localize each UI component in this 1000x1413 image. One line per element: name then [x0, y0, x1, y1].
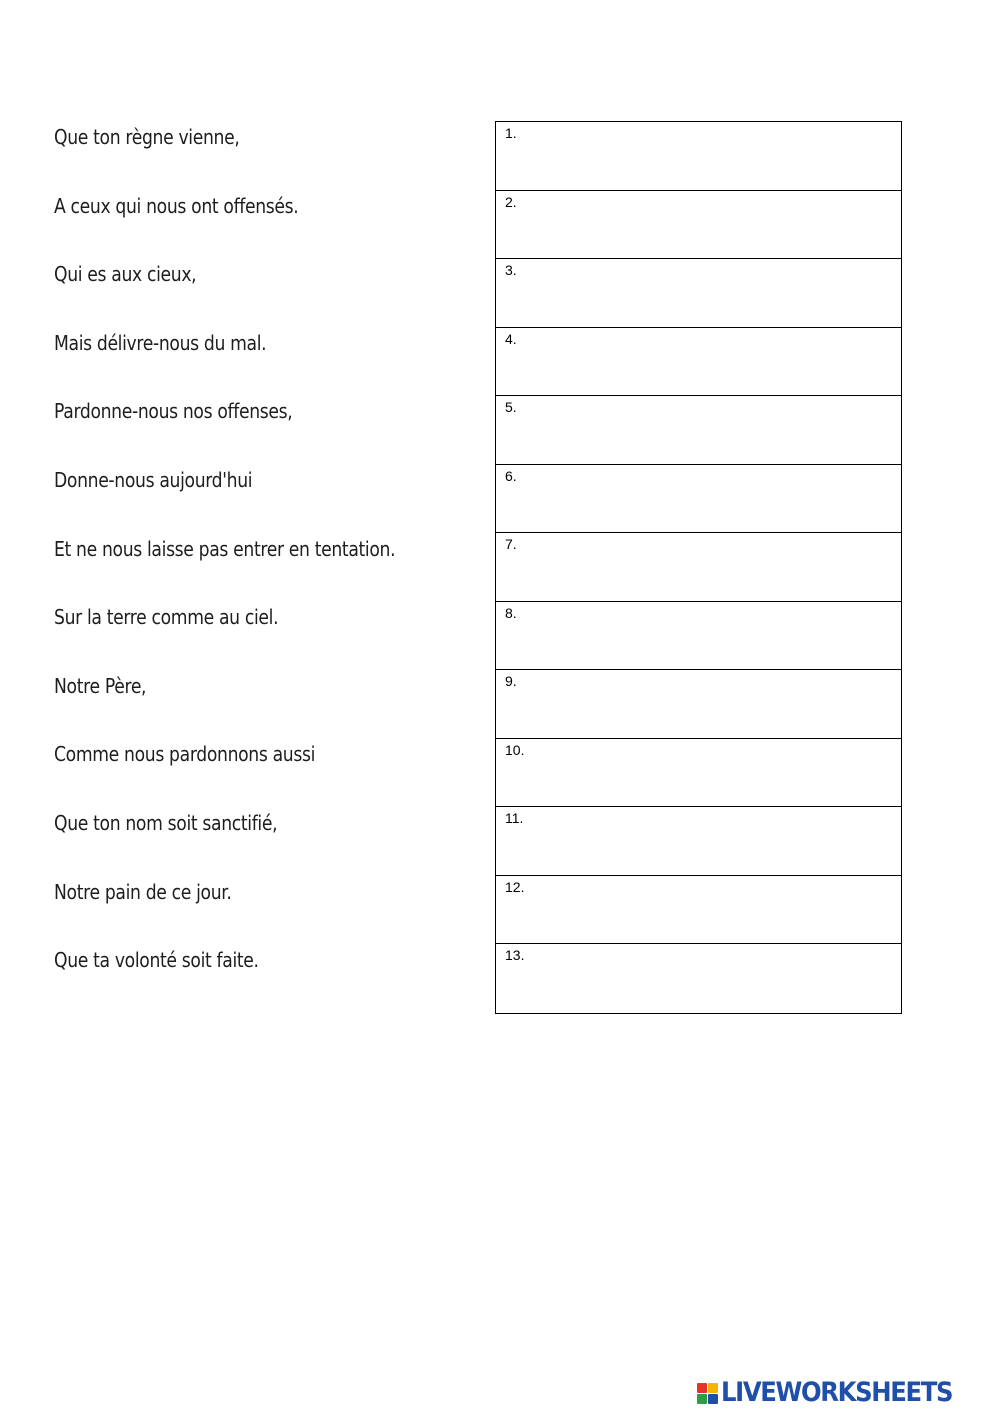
- answer-box-10[interactable]: [496, 739, 901, 808]
- logo-square-green: [697, 1394, 707, 1404]
- logo-square-red: [697, 1383, 707, 1393]
- phrase[interactable]: Donne-nous aujourd'hui: [54, 467, 253, 492]
- answer-box-11[interactable]: [496, 807, 901, 876]
- answer-number: 4.: [505, 330, 517, 347]
- answer-number: 11.: [505, 810, 524, 826]
- liveworksheets-logo-icon: [697, 1383, 718, 1404]
- answer-box-6[interactable]: [496, 465, 901, 534]
- answer-number: 1.: [505, 125, 517, 141]
- phrase[interactable]: Notre pain de ce jour.: [54, 879, 232, 904]
- answer-box-12[interactable]: [496, 876, 901, 945]
- answer-number: 3.: [505, 262, 517, 278]
- answer-number: 10.: [505, 741, 525, 758]
- brand-name: LIVEWORKSHEETS: [721, 1377, 953, 1408]
- answer-number: 13.: [505, 947, 525, 963]
- answer-box-4[interactable]: [496, 328, 901, 397]
- answer-number: 7.: [505, 536, 517, 552]
- answer-box-13[interactable]: [496, 944, 901, 1013]
- phrase[interactable]: Comme nous pardonnons aussi: [54, 742, 316, 767]
- answer-number: 5.: [505, 399, 517, 415]
- answer-box-7[interactable]: [496, 533, 901, 602]
- phrase[interactable]: Et ne nous laisse pas entrer en tentation.: [54, 536, 396, 561]
- answer-number: 12.: [505, 878, 525, 895]
- answer-number: 9.: [505, 673, 517, 689]
- logo-square-blue: [708, 1394, 718, 1404]
- phrase[interactable]: Que ton nom soit sanctifié,: [54, 810, 278, 835]
- answer-number: 8.: [505, 604, 517, 621]
- phrase[interactable]: Pardonne-nous nos offenses,: [54, 399, 293, 424]
- answer-box-5[interactable]: [496, 396, 901, 465]
- phrase[interactable]: Que ta volonté soit faite.: [54, 948, 259, 973]
- answer-grid: [495, 121, 902, 1014]
- phrase[interactable]: A ceux qui nous ont offensés.: [54, 193, 299, 218]
- answer-box-2[interactable]: [496, 191, 901, 260]
- phrase[interactable]: Mais délivre-nous du mal.: [54, 330, 267, 355]
- phrase-list: [54, 118, 474, 1010]
- phrase[interactable]: Sur la terre comme au ciel.: [54, 605, 279, 630]
- answer-box-9[interactable]: [496, 670, 901, 739]
- answer-box-8[interactable]: [496, 602, 901, 671]
- answer-box-1[interactable]: [496, 122, 901, 191]
- phrase[interactable]: Notre Père,: [54, 673, 147, 698]
- answer-number: 6.: [505, 467, 517, 484]
- liveworksheets-brand: [697, 1378, 978, 1408]
- phrase[interactable]: Qui es aux cieux,: [54, 262, 197, 287]
- answer-box-3[interactable]: [496, 259, 901, 328]
- logo-square-yellow: [708, 1383, 718, 1393]
- answer-number: 2.: [505, 193, 517, 210]
- phrase[interactable]: Que ton règne vienne,: [54, 125, 240, 149]
